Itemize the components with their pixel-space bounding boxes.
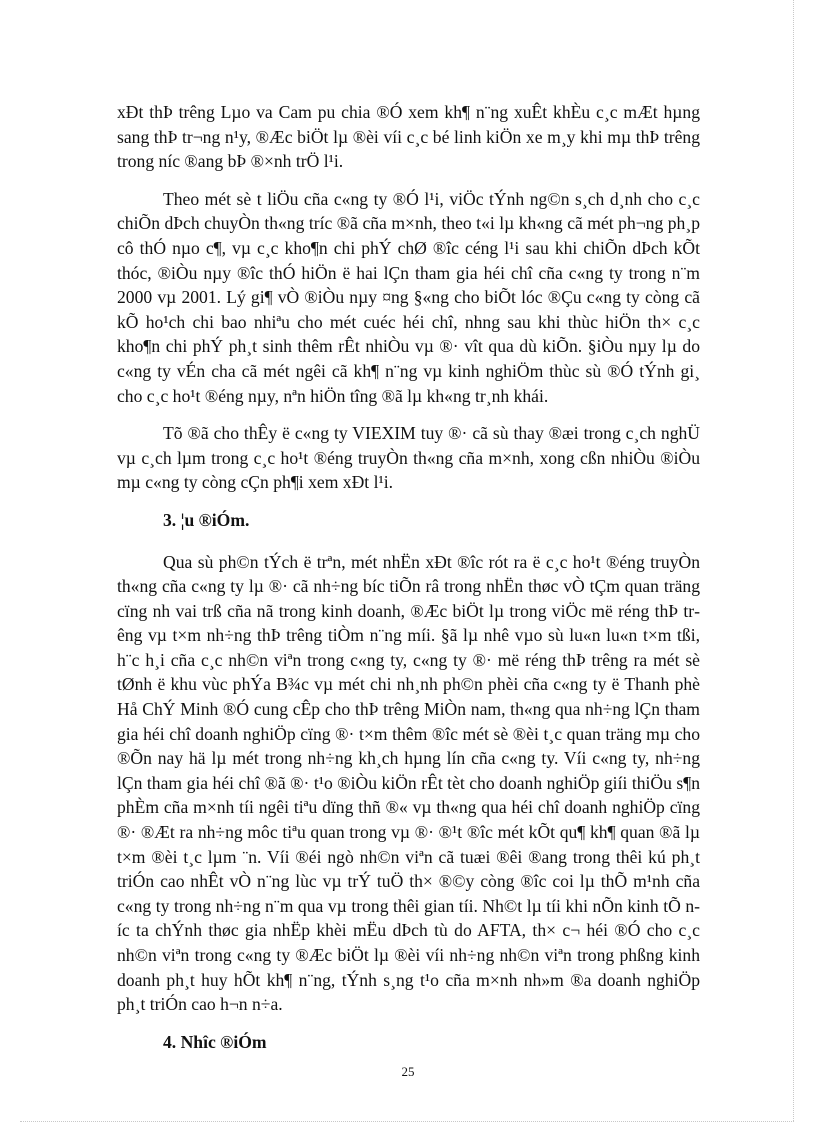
- section-heading-4: 4. Nhîc ®iÓm: [163, 1031, 267, 1052]
- paragraph-3: Tõ ®ã cho thÊy ë c«ng ty VIEXIM tuy ®· cã sù thay ®æi trong c¸ch nghÜ vµ c¸ch lµm trong c¸c ho¹t ®éng truyÒn th«ng cña m×nh, xong cßn nhiÒu ®iÒu mµ c«ng ty còng cÇn ph¶i xem xÐt l¹i.: [117, 423, 700, 493]
- paragraph-2: Theo mét sè t liÖu cña c«ng ty ®Ó l¹i, viÖc tÝnh ng©n s¸ch d¸nh cho c¸c chiÕn dÞch chuyÒn th«ng tríc ®ã cña m×nh, theo t«i lµ kh«ng cã mét ph¬ng ph¸p cô thÓ nµo c¶, vµ c¸c kho¶n chi phÝ chØ ®îc céng l¹i sau khi chiÕn dÞch kÕt thóc, ®iÒu nµy ®îc thÓ hiÖn ë hai lÇn tham gia héi chî cña c«ng ty trong n¨m 2000 vµ 2001. Lý gi¶ vÒ ®iÒu nµy ¤ng §«ng cho biÕt lóc ®Çu c«ng ty còng cã kÕ ho¹ch chi bao nhiªu cho mét cuéc héi chî, nhng sau khi thùc hiÖn th× c¸c kho¶n chi phÝ ph¸t sinh thêm rÊt nhiÒu vµ ®· vît qua dù kiÕn. §iÒu nµy lµ do c«ng ty vÉn cha cã mét ngêi cã kh¶ n¨ng vµ kinh nghiÖm thùc sù ®Ó tÝnh gi¸ cho c¸c ho¹t ®éng nµy, nªn hiÖn tîng ®ã lµ kh«ng tr¸nh khái.: [117, 188, 700, 406]
- section-heading-3: 3. ¦u ®iÓm.: [163, 509, 250, 530]
- page-edge-bottom: [20, 1121, 794, 1122]
- body-text: [117, 100, 700, 1071]
- paragraph-1: xÐt thÞ trêng Lµo va Cam pu chia ®Ó xem kh¶ n¨ng xuÊt khÈu c¸c mÆt hµng sang thÞ tr¬ng n¹y, ®Æc biÖt lµ ®èi víi c¸c bé linh kiÖn xe m¸y khi mµ thÞ trêng trong níc ®ang bÞ ®×nh trÖ l¹i.: [117, 102, 700, 172]
- page-number: 25: [401, 1064, 415, 1079]
- page-edge-right: [793, 0, 794, 1121]
- paragraph-4: Qua sù ph©n tÝch ë trªn, mét nhËn xÐt ®îc rót ra ë c¸c ho¹t ®éng truyÒn th«ng cña c«ng ty lµ ®· cã nh÷ng bíc tiÕn râ trong nhËn thøc vÒ tÇm quan träng cïng nh vai trß cña nã trong kinh doanh, ®Æc biÖt lµ trong viÖc më réng thÞ trêng vµ t×m nh÷ng thÞ trêng tiÒm n¨ng míi. §ã lµ nhê vµo sù lu«n lu«n t×m tßi, h¨c h¸i cña c¸c nh©n viªn trong c«ng ty, c«ng ty ®· më réng thÞ trêng ra mét sè tØnh ë khu vùc phÝa B¾c vµ mét chi nh¸nh ph©n phèi cña c«ng ty ë Thanh phè Hå ChÝ Minh ®Ó cung cÊp cho thÞ trêng MiÒn nam, th«ng qua nh÷ng lÇn tham gia héi chî doanh nghiÖp cïng ®· t×m thêm ®îc mét sè ®èi t¸c quan träng mµ cho ®Õn nay hä lµ mét trong nh÷ng kh¸ch hµng lín cña c«ng ty. Víi c«ng ty, nh÷ng lÇn tham gia héi chî ®ã ®· t¹o ®iÒu kiÖn rÊt tèt cho doanh nghiÖp giíi thiÖu s¶n phÈm cña m×nh tíi ngêi tiªu dïng thñ ®« vµ th«ng qua héi chî doanh nghiÖp cïng ®· ®Æt ra nh÷ng môc tiªu quan trong vµ ®· ®¹t ®îc mét kÕt qu¶ kh¶ quan ®ã lµ t×m ®èi t¸c lµm ¨n. Víi ®éi ngò nh©n viªn cã tuæi ®êi ®ang trong thêi kú ph¸t triÓn cao nhÊt vÒ n¨ng lùc vµ trÝ tuÖ th× ®©y còng ®îc coi lµ thÕ m¹nh cña c«ng ty trong nh÷ng n¨m qua vµ trong thêi gian tíi. Nh©t lµ tíi khi nÕn kinh tÕ níc ta chÝnh thøc gia nhËp khèi mËu dÞch tù do AFTA, th× c¬ héi ®Ó cho c¸c nh©n viªn trong c«ng ty ®Æc biÖt lµ ®èi víi nh÷ng nh©n viªn trong phßng kinh doanh ph¸t huy hÕt kh¶ n¨ng, tÝnh s¸ng t¹o cña m×nh nh»m ®a doanh nghiÖp ph¸t triÓn cao h¬n n÷a.: [117, 551, 700, 1015]
